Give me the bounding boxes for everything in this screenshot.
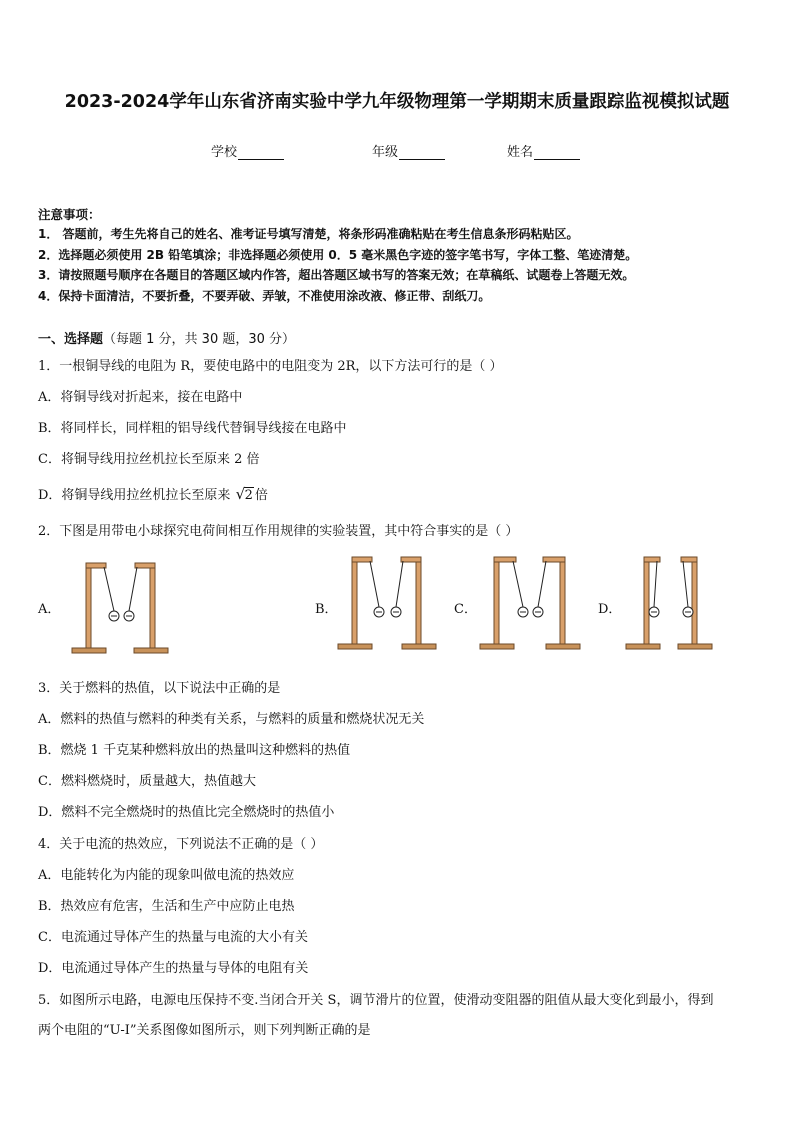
name-label: 姓名 bbox=[507, 145, 534, 160]
name-field[interactable] bbox=[507, 141, 580, 160]
grade-blank[interactable] bbox=[399, 147, 445, 160]
q2-figure-a[interactable] bbox=[66, 560, 176, 660]
notice-item-4: 4．保持卡面清洁，不要折叠，不要弄破、弄皱，不准使用涂改液、修正带、刮纸刀。 bbox=[38, 289, 491, 303]
q3-option-b[interactable]: B．燃烧 1 千克某种燃料放出的热量叫这种燃料的热值 bbox=[38, 743, 351, 758]
school-label: 学校 bbox=[211, 145, 238, 160]
q2-option-c-label[interactable]: C． bbox=[454, 602, 477, 617]
grade-label: 年级 bbox=[372, 145, 399, 160]
q1-option-b[interactable]: B．将同样长，同样粗的铝导线代替铜导线接在电路中 bbox=[38, 421, 347, 436]
q5-stem-line-2: 两个电阻的“U-I”关系图像如图所示，则下列判断正确的是 bbox=[38, 1023, 371, 1038]
notice-item-2: 2．选择题必须使用 2B 铅笔填涂；非选择题必须使用 0．5 毫米黑色字迹的签字笔书写，字体工整、笔迹清楚。 bbox=[38, 248, 638, 262]
q2-stem: 2．下图是用带电小球探究电荷间相互作用规律的实验装置，其中符合事实的是（ ） bbox=[38, 524, 519, 539]
notice-item-3: 3．请按照题号顺序在各题目的答题区域内作答，超出答题区域书写的答案无效；在草稿纸、试题卷上答题无效。 bbox=[38, 268, 635, 282]
grade-field[interactable] bbox=[372, 141, 445, 160]
q2-figure-d[interactable] bbox=[622, 555, 722, 655]
q1-option-c[interactable]: C．将铜导线用拉丝机拉长至原来 2 倍 bbox=[38, 452, 260, 467]
q2-option-d-label[interactable]: D． bbox=[598, 602, 622, 617]
q3-option-c[interactable]: C．燃料燃烧时，质量越大，热值越大 bbox=[38, 774, 256, 789]
notice-heading: 注意事项： bbox=[38, 207, 101, 222]
q4-option-a[interactable]: A．电能转化为内能的现象叫做电流的热效应 bbox=[38, 868, 295, 883]
q2-figure-b[interactable] bbox=[334, 555, 444, 655]
q2-option-a-label[interactable]: A． bbox=[38, 602, 61, 617]
section-title: 一、选择题 bbox=[38, 332, 104, 347]
q4-option-c[interactable]: C．电流通过导体产生的热量与电流的大小有关 bbox=[38, 930, 308, 945]
q4-option-b[interactable]: B．热效应有危害，生活和生产中应防止电热 bbox=[38, 899, 295, 914]
q1-option-d[interactable] bbox=[38, 484, 268, 503]
q4-option-d[interactable]: D．电流通过导体产生的热量与导体的电阻有关 bbox=[38, 961, 309, 976]
q3-option-d[interactable]: D．燃料不完全燃烧时的热值比完全燃烧时的热值小 bbox=[38, 805, 335, 820]
sqrt-symbol: √ 2 bbox=[235, 485, 253, 503]
section-info: （每题 1 分，共 30 题，30 分） bbox=[103, 332, 296, 347]
q4-stem: 4．关于电流的热效应，下列说法不正确的是（ ） bbox=[38, 837, 324, 852]
q1-option-d-text: D．将铜导线用拉丝机拉长至原来 bbox=[38, 488, 231, 503]
q1-stem: 1．一根铜导线的电阻为 R，要使电路中的电阻变为 2R，以下方法可行的是（ ） bbox=[38, 359, 503, 374]
name-blank[interactable] bbox=[534, 147, 580, 160]
school-field[interactable] bbox=[211, 141, 284, 160]
q3-option-a[interactable]: A．燃料的热值与燃料的种类有关系，与燃料的质量和燃烧状况无关 bbox=[38, 712, 425, 727]
q5-stem-line-1: 5．如图所示电路，电源电压保持不变.当闭合开关 S，调节滑片的位置，使滑动变阻器的阻值从最大变化到最小，得到 bbox=[38, 993, 714, 1008]
q2-figure-c[interactable] bbox=[476, 555, 586, 655]
q1-option-a[interactable]: A．将铜导线对折起来，接在电路中 bbox=[38, 390, 243, 405]
q1-option-d-suffix: 倍 bbox=[254, 488, 268, 503]
section-heading bbox=[38, 328, 295, 347]
q3-stem: 3．关于燃料的热值，以下说法中正确的是 bbox=[38, 681, 281, 696]
page-title: 2023-2024学年山东省济南实验中学九年级物理第一学期期末质量跟踪监视模拟试题 bbox=[64, 92, 730, 112]
sqrt-number: 2 bbox=[244, 488, 253, 503]
q2-option-b-label[interactable]: B． bbox=[315, 602, 338, 617]
school-blank[interactable] bbox=[238, 147, 284, 160]
notice-item-1: 1． 答题前，考生先将自己的姓名、准考证号填写清楚，将条形码准确粘贴在考生信息条形码粘贴区。 bbox=[38, 227, 579, 241]
